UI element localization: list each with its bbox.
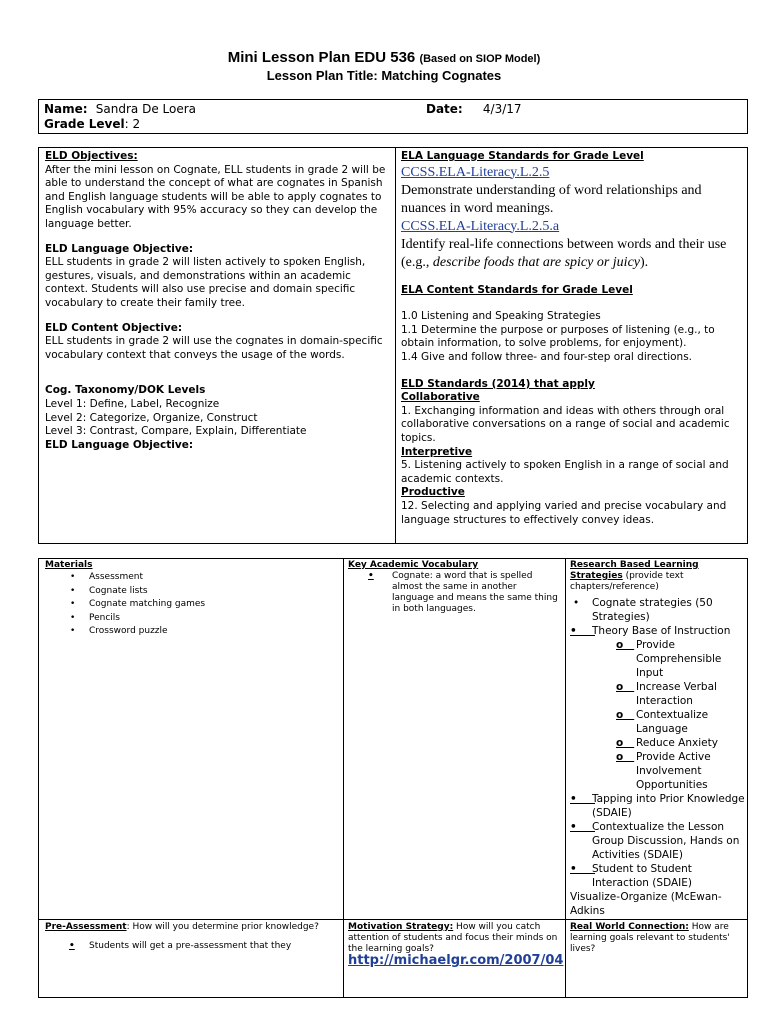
strategies-tail: Visualize-Organize (McEwan-Adkins: [570, 891, 722, 917]
motivation-cell: [348, 922, 564, 968]
grade-label: Grade Level: [44, 117, 125, 131]
list-item: • Tapping into Prior Knowledge (SDAIE): [570, 793, 745, 819]
date-row: [426, 102, 522, 116]
real-world-cell: [570, 922, 745, 955]
eld-objectives-heading: ELD Objectives:: [45, 150, 138, 162]
content-standard-line: 1.0 Listening and Speaking Strategies: [401, 310, 601, 323]
vocabulary-heading: Key Academic Vocabulary: [348, 560, 479, 570]
list-item: • Student to Student Interaction (SDAIE): [570, 863, 692, 889]
lesson-plan-title: Lesson Plan Title: Matching Cognates: [266, 68, 502, 83]
list-item: o Increase Verbal Interaction: [616, 681, 717, 707]
eld-content-objective-heading: ELD Content Objective:: [45, 321, 183, 334]
title-main: Mini Lesson Plan EDU 536: [227, 49, 416, 66]
grade-row: [44, 117, 140, 131]
motivation-prompt: Motivation Strategy: How will you catch attention of students and focus their minds on the learning goals?: [348, 922, 558, 954]
dok-level-1: Level 1: Define, Label, Recognize: [45, 397, 220, 410]
column-divider: [343, 558, 344, 998]
list-item: o Provide Comprehensible Input: [616, 639, 722, 679]
eld-language-objective-heading-2: ELD Language Objective:: [45, 438, 194, 451]
strategies-cell: [570, 560, 745, 918]
objectives-column: [45, 150, 390, 452]
strategies-list: [570, 596, 745, 890]
list-item: • Cognate lists: [45, 585, 337, 599]
materials-heading: Materials: [45, 560, 93, 570]
name-label: Name:: [44, 102, 88, 116]
list-item: o Reduce Anxiety: [616, 737, 718, 749]
list-item: • Crossword puzzle: [45, 625, 337, 639]
ela-content-standards-heading: ELA Content Standards for Grade Level: [401, 283, 633, 296]
productive-heading: Productive: [401, 486, 465, 499]
dok-level-3: Level 3: Contrast, Compare, Explain, Differentiate: [45, 425, 307, 438]
list-item: o Contextualize Language: [616, 709, 709, 735]
vocabulary-cell: [348, 560, 560, 615]
grade-value: : 2: [124, 117, 141, 131]
list-item: • Cognate matching games: [45, 598, 337, 612]
document-title: [0, 49, 768, 66]
column-divider: [395, 147, 396, 544]
collaborative-heading: Collaborative: [401, 391, 480, 404]
ela-language-standards-heading: ELA Language Standards for Grade Level: [401, 150, 644, 162]
pre-assessment-item: • Students will get a pre-assessment that they: [69, 941, 292, 951]
pre-assessment-prompt: Pre-Assessment: How will you determine prior knowledge?: [45, 922, 319, 932]
list-item: • Pencils: [45, 612, 337, 626]
eld-standards-heading: ELD Standards (2014) that apply: [401, 377, 595, 390]
list-item: o Provide Active Involvement Opportunities: [616, 751, 711, 791]
list-item: • Cognate strategies (50 Strategies): [570, 596, 745, 624]
materials-cell: [45, 560, 337, 639]
dok-level-2: Level 2: Categorize, Organize, Construct: [45, 411, 258, 424]
standard-link-l25[interactable]: CCSS.ELA-Literacy.L.2.5: [401, 164, 550, 180]
content-standard-line: 1.4 Give and follow three- and four-step oral directions.: [401, 350, 693, 363]
interpretive-text: 5. Listening actively to spoken English in a range of social and academic contexts.: [401, 459, 729, 485]
taxonomy-heading: Cog. Taxonomy/DOK Levels: [45, 384, 206, 397]
name-value: Sandra De Loera: [95, 102, 196, 116]
eld-language-objective-heading: ELD Language Objective:: [45, 242, 194, 255]
list-item: • Contextualize the Lesson Group Discussion, Hands on Activities (SDAIE): [570, 821, 740, 861]
row-divider: [38, 919, 748, 920]
eld-language-objective-text: ELL students in grade 2 will listen actively to spoken English, gestures, visuals, and demonstrations within an academic context. Students will also use precise and domain specific vocabulary to create their family tree.: [45, 256, 366, 309]
content-standard-line: 1.1 Determine the purpose or purposes of listening (e.g., to obtain information, to solve problems, for enjoyment).: [401, 323, 715, 350]
name-row: [44, 102, 196, 116]
materials-list: [45, 571, 337, 639]
pre-assessment-cell: [45, 922, 337, 952]
list-item: • Theory Base of Instruction: [570, 625, 731, 637]
eld-objectives-text: After the mini lesson on Cognate, ELL students in grade 2 will be able to understand the concept of what are cognates in Spanish and English language students will be able to apply cognates to English vocabulary with 95% accuracy so they can develop the language better.: [45, 163, 386, 230]
standard-link-l25a[interactable]: CCSS.ELA-Literacy.L.2.5.a: [401, 218, 560, 234]
standard-text-l25a: Identify real-life connections between words and their use (e.g., describe foods that are spicy or juicy).: [401, 236, 727, 270]
date-value: 4/3/17: [482, 102, 522, 116]
list-item: • Assessment: [45, 571, 337, 585]
strategies-heading: Research Based Learning Strategies (provide text chapters/reference): [570, 560, 699, 592]
info-box: [38, 99, 748, 134]
collaborative-text: 1. Exchanging information and ideas with others through oral collaborative conversations on a range of social and academic topics.: [401, 404, 730, 444]
vocabulary-item: • Cognate: a word that is spelled almost the same in another language and means the same thing in both languages.: [368, 571, 558, 614]
standards-column: [401, 150, 746, 527]
standard-text-l25: Demonstrate understanding of word relationships and nuances in word meanings.: [401, 182, 702, 216]
motivation-link[interactable]: http://michaelgr.com/2007/04: [348, 953, 564, 968]
eld-content-objective-text: ELL students in grade 2 will use the cognates in domain-specific vocabulary context that conveys the usage of the words.: [45, 335, 383, 361]
column-divider: [565, 558, 566, 998]
productive-text: 12. Selecting and applying varied and precise vocabulary and language structures to effectively convey ideas.: [401, 499, 727, 526]
title-sub: (Based on SIOP Model): [419, 53, 541, 65]
real-world-prompt: Real World Connection: How are learning goals relevant to students' lives?: [570, 922, 730, 954]
date-label: Date:: [426, 102, 463, 116]
interpretive-heading: Interpretive: [401, 445, 473, 458]
